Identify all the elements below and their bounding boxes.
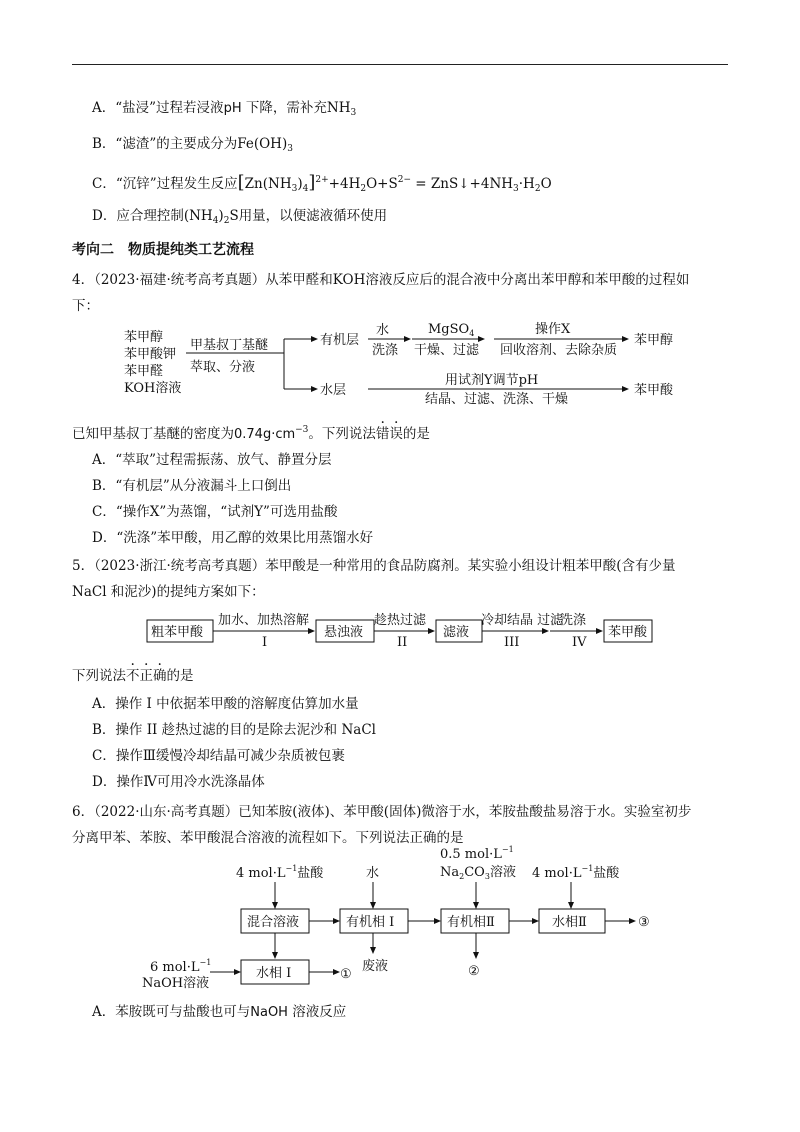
q4-op-x: 操作X (535, 322, 571, 337)
q6-stem-line1: 6．（2022·山东·高考真题）已知苯胺(液体)、苯甲酸(固体)微溶于水，苯胺盐酸盐易溶于水。实验室初步 (72, 804, 692, 820)
q5-arrow3-label: 冷却结晶 过滤 (481, 613, 564, 628)
q5-arrow4-label: 洗涤 (560, 613, 587, 628)
q5-option-a: A．操作 I 中依据苯甲酸的溶解度估算加水量 (92, 696, 359, 712)
q4-recover: 回收溶剂、去除杂质 (500, 343, 618, 358)
q5-stem-line1: 5．（2023·浙江·统考高考真题）苯甲酸是一种常用的食品防腐剂。某实验小组设计粗苯甲酸(含有少量 (72, 558, 676, 574)
q6-waste: 废液 (362, 959, 389, 974)
q6-naoh-label: NaOH溶液 (142, 976, 210, 991)
q4-stem-line1: 4．（2023·福建·统考高考真题）从苯甲醛和KOH溶液反应后的混合液中分离出苯甲醇和苯甲酸的过程如 (72, 272, 690, 288)
q5-step-1: I (262, 635, 268, 650)
q6-hcl-label: 4 $mol\cdot L^{-1}$盐酸 (236, 864, 324, 881)
q4-organic-layer: 有机层 (320, 333, 360, 348)
q4-input-2: 苯甲酸钾 (124, 347, 177, 362)
q5-step-2: II (397, 635, 408, 650)
q6-box-aq1-label: 水相 I (256, 966, 292, 981)
q4-aqueous-layer: 水层 (320, 383, 347, 398)
q4-known: 已知甲基叔丁基醚的密度为$0.74g\cdot cm^{-3}$。下列说法错误的是 (72, 425, 430, 442)
q5-box1-label: 粗苯甲酸 (151, 625, 204, 640)
q6-box-org2-label: 有机相Ⅱ (447, 915, 495, 930)
q4-step1-top: 甲基叔丁基醚 (190, 338, 269, 353)
q6-stem-line2: 分离甲苯、苯胺、苯甲酸混合溶液的流程如下。下列说法正确的是 (72, 830, 464, 846)
q4-option-a: A．“萃取”过程需振荡、放气、静置分层 (92, 452, 332, 468)
q6-naoh-conc: 6 $mol\cdot L^{-1}$ (150, 958, 212, 975)
q6-output-2: ② (468, 964, 480, 979)
q5-option-c: C．操作Ⅲ缓慢冷却结晶可减少杂质被包裹 (92, 748, 345, 764)
q5-stem-line2: NaCl 和泥沙)的提纯方案如下： (72, 584, 265, 600)
q3-option-c: C．“沉锌”过程发生反应$[Zn(NH_3)_4]^{2+}+4H_2O+S^{2-}$ = $ZnS↓+4NH_3\cdot H_2O$ (92, 172, 552, 194)
q6-output-3: ③ (638, 915, 650, 930)
q4-stem-line2: 下： (72, 298, 99, 314)
q4-reagent-y: 用试剂Y调节pH (445, 373, 539, 388)
q5-step-4: IV (572, 635, 587, 650)
q5-arrow2-label: 趁热过滤 (374, 613, 427, 628)
q4-wash: 洗涤 (372, 343, 399, 358)
q4-product-2: 苯甲酸 (634, 383, 674, 398)
q6-box-mix-label: 混合溶液 (247, 915, 300, 930)
q6-output-1: ① (340, 967, 352, 982)
q5-option-b: B．操作 II 趁热过滤的目的是除去泥沙和 NaCl (92, 722, 376, 738)
q4-crystallize: 结晶、过滤、洗涤、干燥 (425, 392, 569, 407)
q4-water: 水 (376, 323, 390, 338)
q3-option-b: B．“滤渣”的主要成分为$Fe(OH)_3$ (92, 136, 293, 154)
q4-input-3: 苯甲醛 (124, 364, 164, 379)
q6-water-label: 水 (366, 866, 380, 881)
q5-arrow1-label: 加水、加热溶解 (218, 613, 310, 628)
q5-question: 下列说法不正确的是 (72, 668, 194, 684)
q4-mgso4: MgSO$_4$ (428, 322, 475, 338)
section-heading: 考向二 物质提纯类工艺流程 (72, 242, 254, 258)
q5-option-d: D．操作Ⅳ可用冷水洗涤晶体 (92, 774, 265, 790)
q6-option-a: A．苯胺既可与盐酸也可与NaOH 溶液反应 (92, 1004, 347, 1020)
q4-option-d: D．“洗涤”苯甲酸，用乙醇的效果比用蒸馏水好 (92, 530, 374, 546)
q4-option-b: B．“有机层”从分液漏斗上口倒出 (92, 478, 292, 494)
q3-option-d: D．应合理控制$(NH_4)_2S$用量，以便滤液循环使用 (92, 208, 388, 226)
q4-dry-filter: 干燥、过滤 (414, 343, 480, 358)
q6-na2co3-label: $Na_2CO_3$溶液 (440, 865, 516, 881)
q6-hcl2-label: 4 $mol\cdot L^{-1}$盐酸 (532, 864, 620, 881)
q4-option-c: C．“操作X”为蒸馏，“试剂Y”可选用盐酸 (92, 504, 338, 520)
q6-na2co3-conc: 0.5 $mol\cdot L^{-1}$ (440, 845, 514, 862)
q6-box-aq2-label: 水相Ⅱ (552, 915, 587, 930)
q4-input-4: KOH溶液 (124, 381, 182, 396)
q4-step1-bottom: 萃取、分液 (190, 360, 256, 375)
q5-box4-label: 苯甲酸 (608, 625, 648, 640)
q3-option-a: A．“盐浸”过程若浸液pH 下降，需补充$NH_3$ (92, 100, 357, 118)
q5-step-3: III (504, 635, 520, 650)
q6-box-org1-label: 有机相 I (346, 915, 395, 930)
q5-box2-label: 悬浊液 (324, 625, 364, 640)
q5-box3-label: 滤液 (443, 625, 470, 640)
q4-product-1: 苯甲醇 (634, 333, 674, 348)
q4-input-1: 苯甲醇 (124, 330, 164, 345)
